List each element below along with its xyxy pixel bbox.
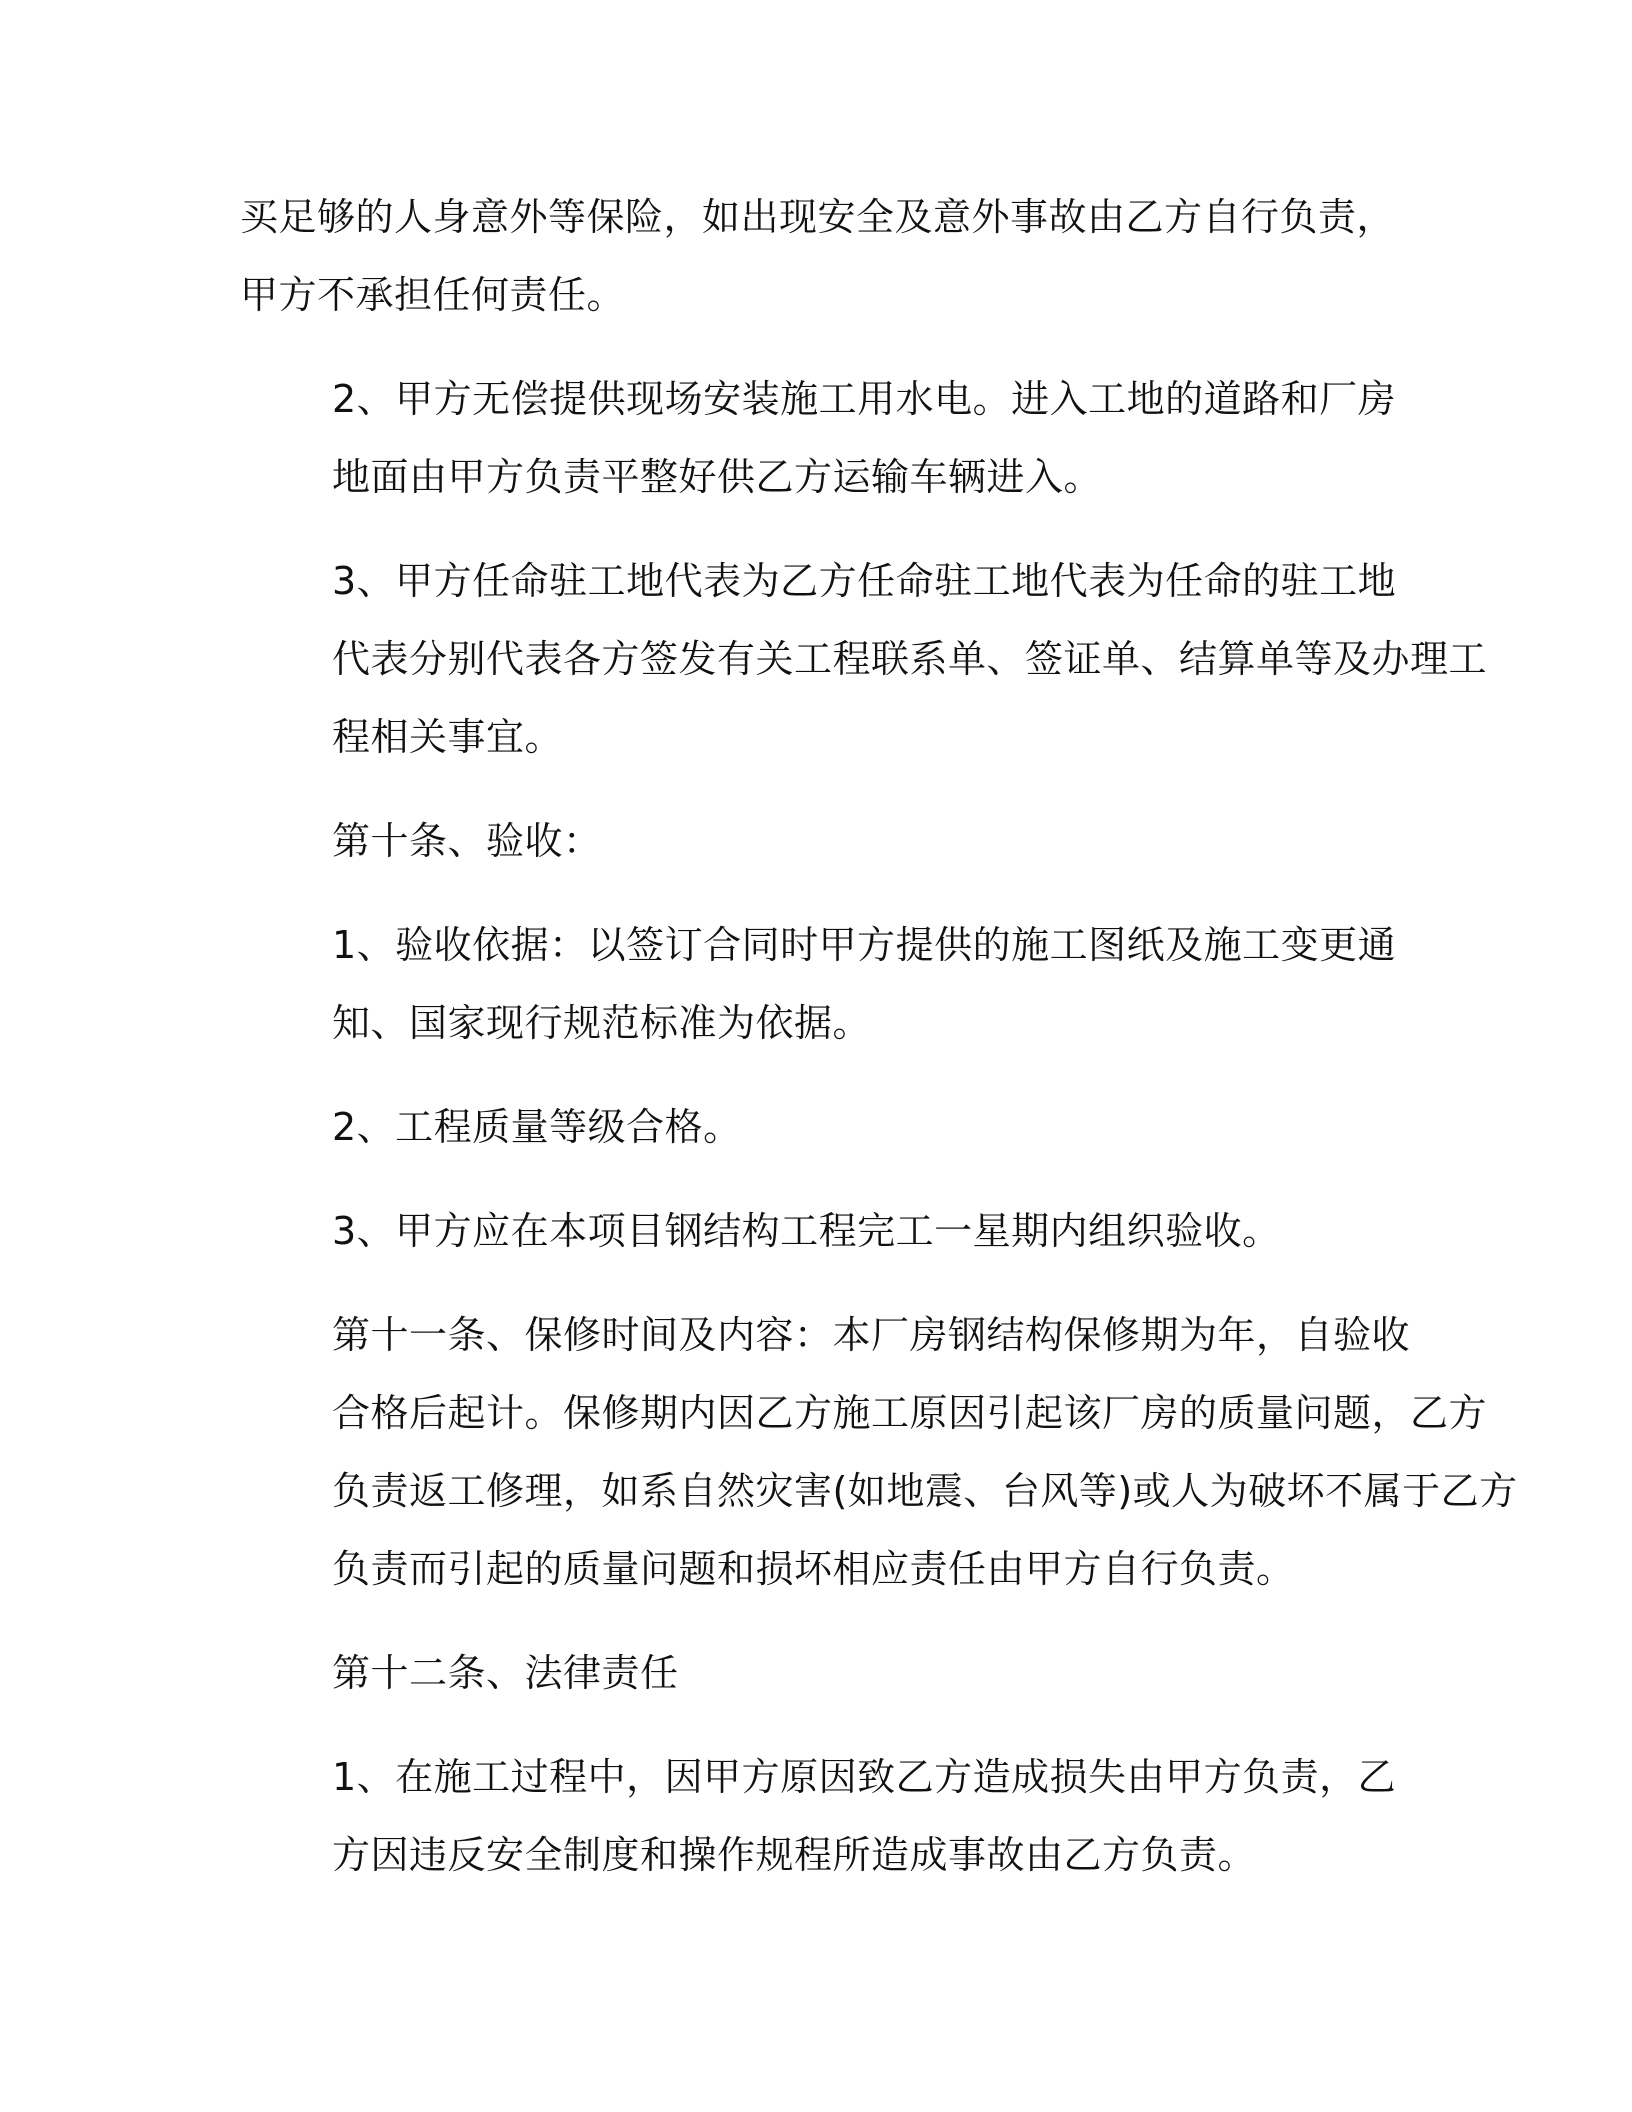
text-line: 买足够的人身意外等保险，如出现安全及意外事故由乙方自行负责，	[240, 195, 1396, 239]
text-line: 地面由甲方负责平整好供乙方运输车辆进入。	[332, 455, 1103, 499]
text-line: 1、在施工过程中，因甲方原因致乙方造成损失由甲方负责，乙	[332, 1755, 1397, 1799]
text-line: 方因违反安全制度和操作规程所造成事故由乙方负责。	[332, 1833, 1257, 1877]
text-line: 合格后起计。保修期内因乙方施工原因引起该厂房的质量问题，乙方	[332, 1391, 1488, 1435]
text-line: 2、甲方无偿提供现场安装施工用水电。进入工地的道路和厂房	[332, 377, 1397, 421]
paragraph-item-3-site-representatives	[240, 542, 1488, 776]
text-line: 甲方不承担任何责任。	[240, 273, 626, 317]
text-line: 1、验收依据：以签订合同时甲方提供的施工图纸及施工变更通	[332, 923, 1397, 967]
heading-article-10-acceptance	[240, 802, 1400, 880]
text-line: 程相关事宜。	[332, 715, 564, 759]
paragraph-item-2-utilities	[240, 360, 1400, 516]
text-line: 负责返工修理，如系自然灾害(如地震、台风等)或人为破坏不属于乙方	[332, 1469, 1518, 1513]
text-line: 第十二条、法律责任	[332, 1651, 679, 1695]
paragraph-acceptance-timing	[240, 1192, 1400, 1270]
text-line: 第十条、验收：	[332, 819, 602, 863]
text-line: 3、甲方应在本项目钢结构工程完工一星期内组织验收。	[332, 1209, 1281, 1253]
text-line: 代表分别代表各方签发有关工程联系单、签证单、结算单等及办理工	[332, 637, 1488, 681]
paragraph-acceptance-basis	[240, 906, 1400, 1062]
paragraph-quality-grade	[240, 1088, 1400, 1166]
text-line: 3、甲方任命驻工地代表为乙方任命驻工地代表为任命的驻工地	[332, 559, 1397, 603]
text-line: 2、工程质量等级合格。	[332, 1105, 742, 1149]
heading-article-12-legal-liability	[240, 1634, 1400, 1712]
paragraph-insurance-continuation	[240, 178, 1400, 334]
paragraph-article-11-warranty	[240, 1296, 1518, 1608]
text-line: 知、国家现行规范标准为依据。	[332, 1001, 872, 1045]
text-line: 负责而引起的质量问题和损坏相应责任由甲方自行负责。	[332, 1547, 1295, 1591]
paragraph-liability-item-1	[240, 1738, 1400, 1894]
text-line: 第十一条、保修时间及内容：本厂房钢结构保修期为年，自验收	[332, 1313, 1411, 1357]
